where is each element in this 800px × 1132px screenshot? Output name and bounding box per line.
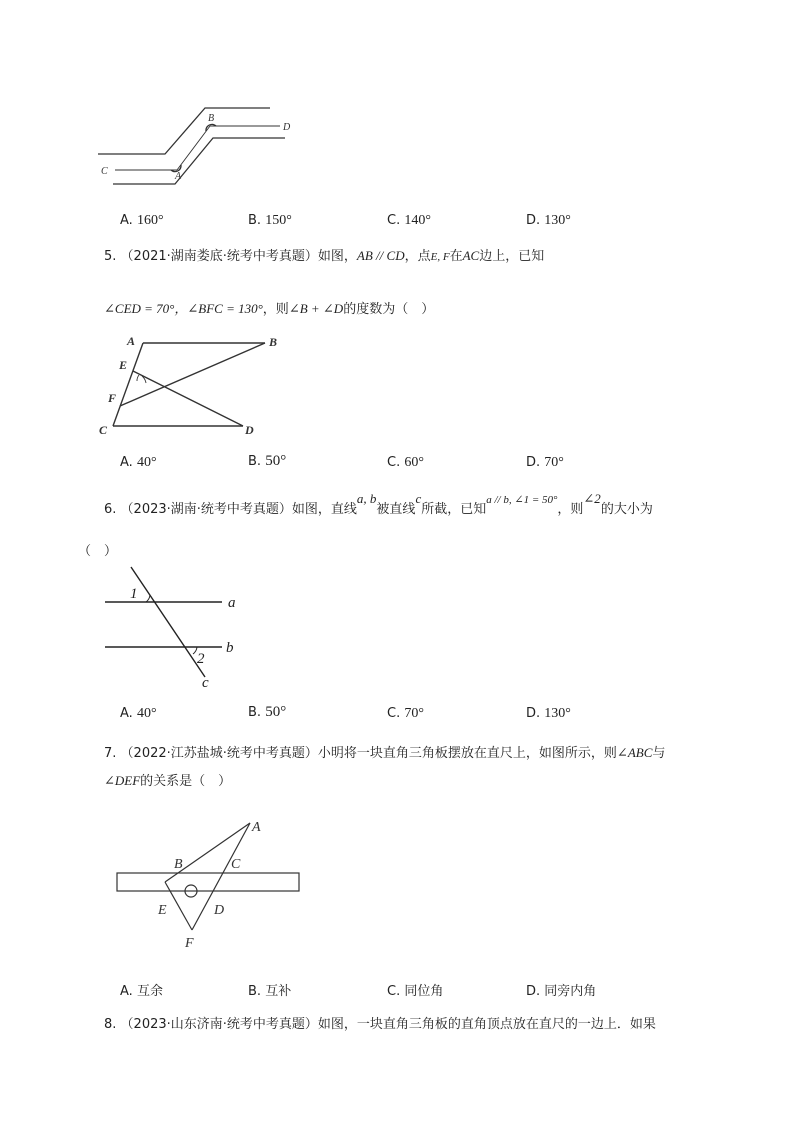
q7-label-d: D [214,903,225,918]
q6-source: （2023·湖南·统考中考真题） [120,502,292,517]
q7-option-a[interactable]: A. 互余 [120,984,163,999]
q6-label-b: b [226,640,234,656]
q5-figure [95,333,295,441]
q5-source: （2021·湖南娄底·统考中考真题） [120,249,318,264]
q5-label-d: D [245,423,254,437]
q6-option-a[interactable]: A. 40° [120,706,157,721]
q7-label-f: F [185,936,194,950]
q5-option-c[interactable]: C. 60° [387,455,424,470]
q7-stem-line2: ∠DEF的关系是（ ） [104,773,232,789]
q5-number: 5. [104,249,117,264]
q5-label-a: A [127,334,136,348]
q5-option-d[interactable]: D. 70° [526,455,564,470]
q7-source: （2022·江苏盐城·统考中考真题） [120,746,318,761]
q6-label-c: c [202,675,209,690]
q4-figure [95,100,305,192]
q6-option-d[interactable]: D. 130° [526,706,571,721]
q7-option-c[interactable]: C. 同位角 [387,984,444,999]
q4-label-b: B [208,113,215,124]
q7-label-e: E [158,903,167,918]
q4-label-a: A [175,171,182,182]
q4-option-b[interactable]: B. 150° [248,213,292,228]
q5-stem-line2: ∠CED = 70°，∠BFC = 130°，则∠B + ∠D的度数为（ ） [104,301,435,317]
q7-number: 7. [104,746,117,761]
q5-stem-line1: 5. （2021·湖南娄底·统考中考真题）如图，AB // CD，点E, F在AC边上，已知 [104,248,545,264]
q4-option-d[interactable]: D. 130° [526,213,571,228]
q4-label-c: C [101,166,108,177]
q7-option-b[interactable]: B. 互补 [248,984,292,999]
q6-figure [100,565,250,690]
q7-label-c: C [231,857,241,872]
q6-number: 6. [104,502,117,517]
q4-option-a[interactable]: A. 160° [120,213,164,228]
q5-label-f: F [108,391,117,405]
q6-stem-line2: （ ） [78,544,118,559]
q7-stem-line1: 7. （2022·江苏盐城·统考中考真题）小明将一块直角三角板摆放在直尺上，如图所示，则∠ABC与 [104,745,666,761]
q5-label-b: B [269,335,278,349]
q8-source: （2023·山东济南·统考中考真题） [120,1017,318,1032]
q7-option-d[interactable]: D. 同旁内角 [526,984,597,999]
q6-label-1: 1 [130,586,138,602]
q5-label-c: C [99,423,108,437]
q4-option-c[interactable]: C. 140° [387,213,431,228]
q6-label-2: 2 [197,651,205,667]
q7-figure [110,815,310,950]
q4-label-d: D [283,122,291,133]
q5-label-e: E [119,358,128,372]
q5-option-b[interactable]: B. 50° [248,453,287,469]
q5-option-a[interactable]: A. 40° [120,455,157,470]
q7-label-a: A [252,820,261,835]
q7-label-b: B [174,857,183,872]
q8-number: 8. [104,1017,117,1032]
q8-stem-line1: 8. （2023·山东济南·统考中考真题）如图，一块直角三角板的直角顶点放在直尺的一边上．如果 [104,1017,656,1032]
q6-stem-line1: 6. （2023·湖南·统考中考真题）如图，直线a, b被直线c所截，已知$^{a // b, \angle 1 = 50^\circ}$，则∠2的大小为 [104,491,653,517]
q6-option-c[interactable]: C. 70° [387,706,424,721]
q6-option-b[interactable]: B. 50° [248,704,287,720]
q6-label-a: a [228,595,236,611]
